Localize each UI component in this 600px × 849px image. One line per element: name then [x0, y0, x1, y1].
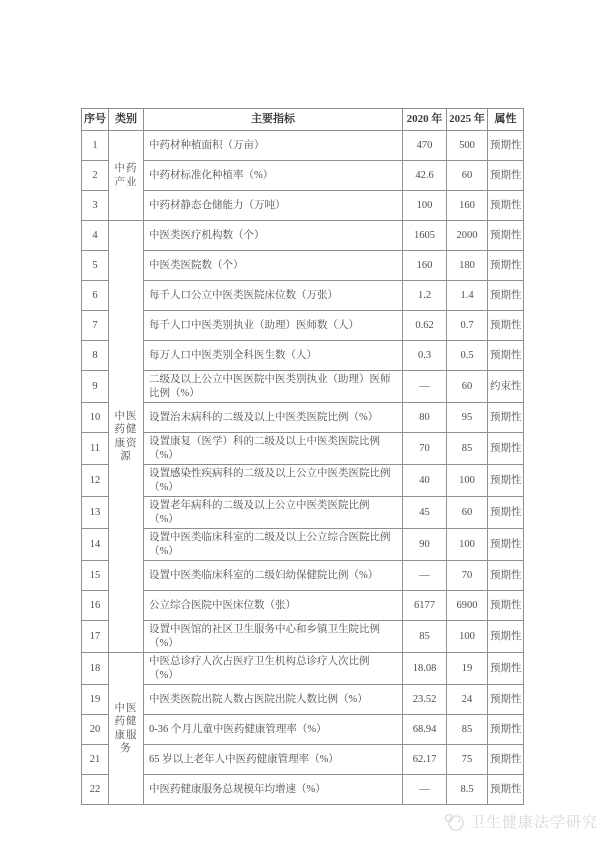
attribute-cell: 预期性 [488, 561, 524, 591]
attribute-cell: 预期性 [488, 221, 524, 251]
indicator-cell: 每千人口中医类别执业（助理）医师数（人） [144, 311, 403, 341]
table-row [82, 251, 524, 281]
table-row [82, 715, 524, 745]
table-row [82, 529, 524, 561]
value-2020-cell: 40 [403, 465, 447, 497]
indicator-cell: 中医药健康服务总规模年均增速（%） [144, 775, 403, 805]
table-row [82, 775, 524, 805]
value-2025-cell: 500 [447, 131, 488, 161]
row-number-cell: 14 [82, 529, 109, 561]
table-row [82, 745, 524, 775]
indicator-cell: 中医总诊疗人次占医疗卫生机构总诊疗人次比例（%） [144, 653, 403, 685]
row-number-cell: 11 [82, 433, 109, 465]
table-row [82, 191, 524, 221]
value-2020-cell: 62.17 [403, 745, 447, 775]
indicators-table [81, 108, 524, 805]
value-2020-cell: 1605 [403, 221, 447, 251]
attribute-cell: 预期性 [488, 685, 524, 715]
table-row [82, 497, 524, 529]
header-cell-2020: 2020 年 [403, 109, 447, 131]
indicator-cell: 中药材种植面积（万亩） [144, 131, 403, 161]
indicator-cell: 设置中医馆的社区卫生服务中心和乡镇卫生院比例（%） [144, 621, 403, 653]
value-2020-cell: 1.2 [403, 281, 447, 311]
category-cell-jiankang-ziyuan: 中医药健康资源 [109, 221, 144, 653]
attribute-cell: 预期性 [488, 341, 524, 371]
indicator-cell: 设置中医类临床科室的二级及以上公立综合医院比例（%） [144, 529, 403, 561]
row-number-cell: 5 [82, 251, 109, 281]
value-2020-cell: 100 [403, 191, 447, 221]
value-2020-cell: 0.3 [403, 341, 447, 371]
row-number-cell: 4 [82, 221, 109, 251]
row-number-cell: 19 [82, 685, 109, 715]
value-2025-cell: 85 [447, 715, 488, 745]
value-2025-cell: 60 [447, 371, 488, 403]
attribute-cell: 预期性 [488, 281, 524, 311]
value-2025-cell: 180 [447, 251, 488, 281]
watermark-label: 卫生健康法学研究 [470, 814, 599, 831]
attribute-cell: 预期性 [488, 465, 524, 497]
value-2020-cell: — [403, 775, 447, 805]
row-number-cell: 6 [82, 281, 109, 311]
value-2020-cell: 85 [403, 621, 447, 653]
panda-logo-icon [443, 812, 467, 832]
attribute-cell: 预期性 [488, 745, 524, 775]
value-2025-cell: 24 [447, 685, 488, 715]
indicator-cell: 中药材标准化种植率（%） [144, 161, 403, 191]
attribute-cell: 预期性 [488, 403, 524, 433]
value-2025-cell: 100 [447, 465, 488, 497]
value-2025-cell: 70 [447, 561, 488, 591]
value-2020-cell: 23.52 [403, 685, 447, 715]
row-number-cell: 21 [82, 745, 109, 775]
value-2020-cell: — [403, 371, 447, 403]
header-cell-indicator: 主要指标 [144, 109, 403, 131]
attribute-cell: 预期性 [488, 775, 524, 805]
value-2020-cell: 0.62 [403, 311, 447, 341]
indicator-cell: 设置康复（医学）科的二级及以上中医类医院比例（%） [144, 433, 403, 465]
value-2020-cell: — [403, 561, 447, 591]
row-number-cell: 12 [82, 465, 109, 497]
table-row [82, 653, 524, 685]
row-number-cell: 10 [82, 403, 109, 433]
value-2020-cell: 42.6 [403, 161, 447, 191]
value-2020-cell: 6177 [403, 591, 447, 621]
indicator-cell: 中医类医院出院人数占医院出院人数比例（%） [144, 685, 403, 715]
value-2020-cell: 160 [403, 251, 447, 281]
value-2020-cell: 90 [403, 529, 447, 561]
value-2025-cell: 19 [447, 653, 488, 685]
indicator-cell: 0-36 个月儿童中医药健康管理率（%） [144, 715, 403, 745]
value-2025-cell: 6900 [447, 591, 488, 621]
table-row [82, 685, 524, 715]
attribute-cell: 预期性 [488, 191, 524, 221]
table-row [82, 561, 524, 591]
row-number-cell: 15 [82, 561, 109, 591]
attribute-cell: 预期性 [488, 529, 524, 561]
table-row [82, 131, 524, 161]
header-cell-no: 序号 [82, 109, 109, 131]
attribute-cell: 约束性 [488, 371, 524, 403]
row-number-cell: 18 [82, 653, 109, 685]
indicator-cell: 二级及以上公立中医医院中医类别执业（助理）医师比例（%） [144, 371, 403, 403]
value-2025-cell: 1.4 [447, 281, 488, 311]
value-2025-cell: 2000 [447, 221, 488, 251]
row-number-cell: 13 [82, 497, 109, 529]
attribute-cell: 预期性 [488, 591, 524, 621]
header-cell-2025: 2025 年 [447, 109, 488, 131]
table-row [82, 281, 524, 311]
value-2020-cell: 68.94 [403, 715, 447, 745]
table-row [82, 403, 524, 433]
table-row [82, 341, 524, 371]
table-row [82, 161, 524, 191]
attribute-cell: 预期性 [488, 653, 524, 685]
indicator-cell: 公立综合医院中医床位数（张） [144, 591, 403, 621]
row-number-cell: 7 [82, 311, 109, 341]
row-number-cell: 16 [82, 591, 109, 621]
row-number-cell: 1 [82, 131, 109, 161]
value-2020-cell: 45 [403, 497, 447, 529]
value-2025-cell: 95 [447, 403, 488, 433]
indicator-cell: 设置感染性疾病科的二级及以上公立中医类医院比例（%） [144, 465, 403, 497]
header-cell-attr: 属性 [488, 109, 524, 131]
value-2025-cell: 160 [447, 191, 488, 221]
indicator-cell: 每万人口中医类别全科医生数（人） [144, 341, 403, 371]
value-2025-cell: 0.7 [447, 311, 488, 341]
attribute-cell: 预期性 [488, 715, 524, 745]
attribute-cell: 预期性 [488, 251, 524, 281]
value-2025-cell: 60 [447, 161, 488, 191]
row-number-cell: 9 [82, 371, 109, 403]
value-2025-cell: 85 [447, 433, 488, 465]
table-row [82, 591, 524, 621]
category-cell-zhongyao-chanye: 中药产业 [109, 131, 144, 221]
attribute-cell: 预期性 [488, 311, 524, 341]
attribute-cell: 预期性 [488, 161, 524, 191]
table-row [82, 371, 524, 403]
table-row [82, 621, 524, 653]
indicator-cell: 中医类医疗机构数（个） [144, 221, 403, 251]
row-number-cell: 2 [82, 161, 109, 191]
table-row [82, 311, 524, 341]
value-2020-cell: 70 [403, 433, 447, 465]
indicator-cell: 每千人口公立中医类医院床位数（万张） [144, 281, 403, 311]
value-2020-cell: 80 [403, 403, 447, 433]
table-header-row [82, 109, 524, 131]
table-row [82, 433, 524, 465]
value-2025-cell: 0.5 [447, 341, 488, 371]
value-2025-cell: 8.5 [447, 775, 488, 805]
attribute-cell: 预期性 [488, 433, 524, 465]
indicator-cell: 设置治未病科的二级及以上中医类医院比例（%） [144, 403, 403, 433]
row-number-cell: 20 [82, 715, 109, 745]
value-2025-cell: 100 [447, 621, 488, 653]
indicator-cell: 设置中医类临床科室的二级妇幼保健院比例（%） [144, 561, 403, 591]
row-number-cell: 8 [82, 341, 109, 371]
watermark [443, 811, 598, 832]
attribute-cell: 预期性 [488, 131, 524, 161]
row-number-cell: 17 [82, 621, 109, 653]
indicator-cell: 中医类医院数（个） [144, 251, 403, 281]
row-number-cell: 3 [82, 191, 109, 221]
header-cell-category: 类别 [109, 109, 144, 131]
attribute-cell: 预期性 [488, 621, 524, 653]
table-row [82, 465, 524, 497]
indicator-cell: 中药材静态仓储能力（万吨） [144, 191, 403, 221]
category-cell-jiankang-fuwu: 中医药健康服务 [109, 653, 144, 805]
indicator-cell: 65 岁以上老年人中医药健康管理率（%） [144, 745, 403, 775]
value-2025-cell: 100 [447, 529, 488, 561]
row-number-cell: 22 [82, 775, 109, 805]
value-2020-cell: 18.08 [403, 653, 447, 685]
value-2020-cell: 470 [403, 131, 447, 161]
value-2025-cell: 60 [447, 497, 488, 529]
value-2025-cell: 75 [447, 745, 488, 775]
indicator-cell: 设置老年病科的二级及以上公立中医类医院比例（%） [144, 497, 403, 529]
table-row [82, 221, 524, 251]
attribute-cell: 预期性 [488, 497, 524, 529]
